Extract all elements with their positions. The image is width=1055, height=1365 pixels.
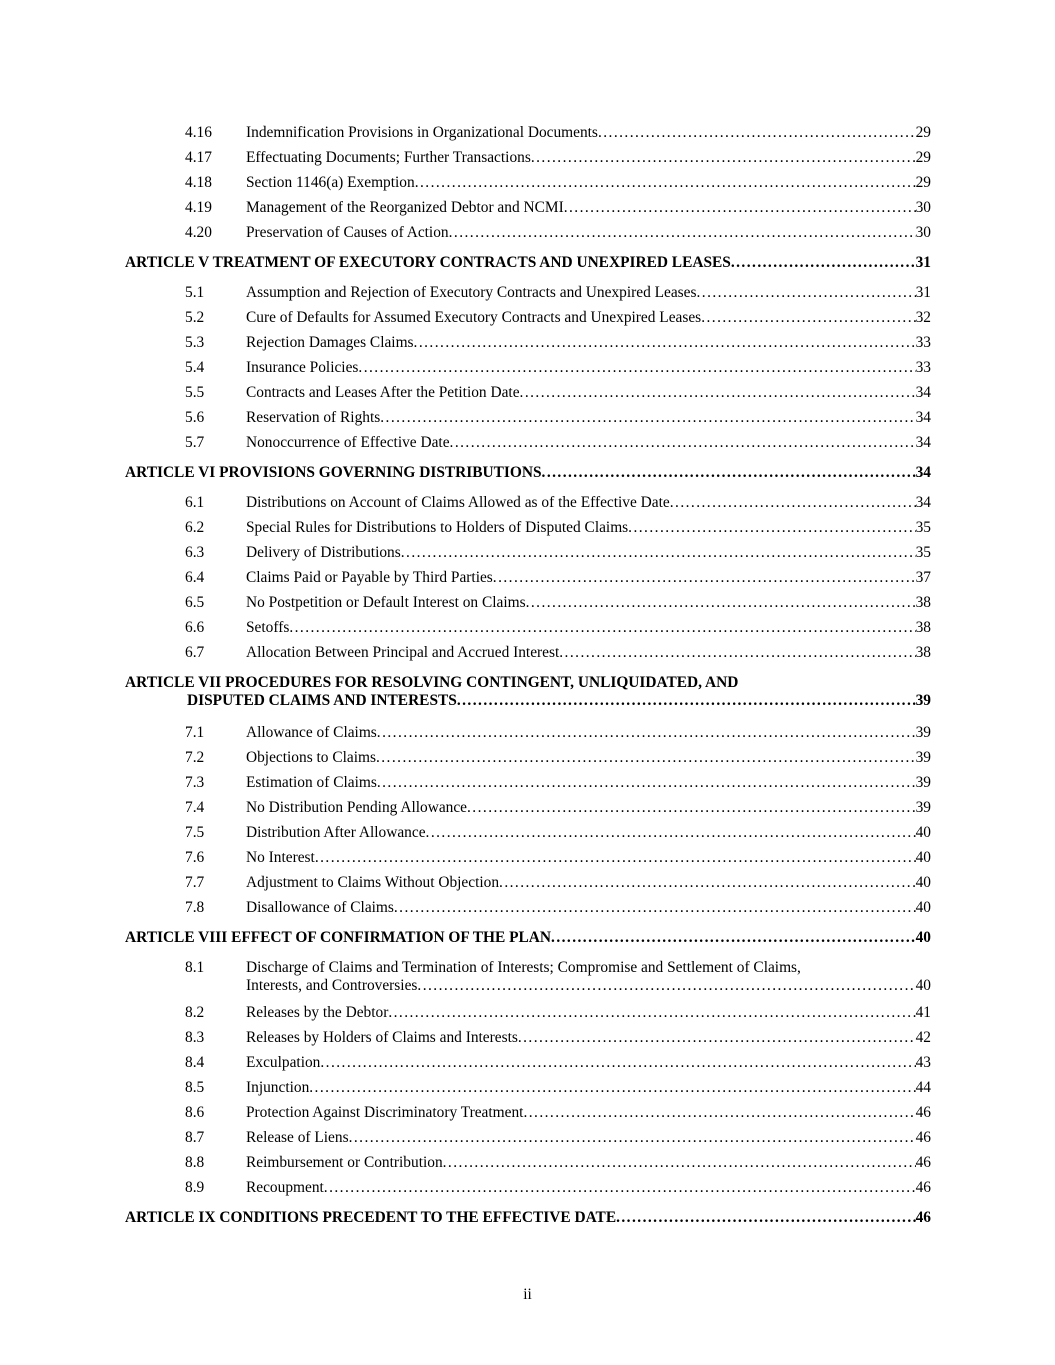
section-title: Recoupment — [246, 1179, 324, 1196]
dot-leader — [493, 569, 916, 587]
page-number: 34 — [915, 494, 931, 511]
section-title-line — [246, 174, 931, 192]
page-number: 42 — [915, 1029, 931, 1046]
article-heading — [125, 929, 931, 947]
dot-leader — [559, 644, 915, 662]
page-number: 39 — [915, 774, 931, 791]
article-title: ARTICLE IX CONDITIONS PRECEDENT TO THE EFFECTIVE DATE — [125, 1209, 617, 1226]
dot-leader — [377, 724, 916, 742]
dot-leader — [324, 1179, 916, 1197]
section-title: Release of Liens — [246, 1129, 349, 1146]
dot-leader — [542, 464, 916, 482]
dot-leader — [449, 224, 916, 242]
section-title-line — [246, 309, 931, 327]
section-title-line — [246, 874, 931, 892]
section-number: 6.2 — [185, 519, 205, 536]
section-title-line — [246, 644, 931, 662]
dot-leader — [701, 309, 915, 327]
page-number: 40 — [915, 824, 931, 841]
page-number: 41 — [915, 1004, 931, 1021]
section-title: Setoffs — [246, 619, 290, 636]
section-title-line — [246, 1079, 931, 1097]
section-number: 8.5 — [185, 1079, 205, 1096]
dot-leader — [670, 494, 916, 512]
article-heading — [125, 1209, 931, 1227]
section-number: 4.18 — [185, 174, 212, 191]
dot-leader — [415, 174, 916, 192]
section-title: Insurance Policies — [246, 359, 359, 376]
page-number: 39 — [915, 749, 931, 766]
section-title: Releases by Holders of Claims and Interests — [246, 1029, 518, 1046]
section-title: Delivery of Distributions — [246, 544, 401, 561]
section-title-line — [246, 749, 931, 767]
section-title-line — [246, 724, 931, 742]
section-title: Contracts and Leases After the Petition Date — [246, 384, 520, 401]
dot-leader — [320, 1054, 915, 1072]
dot-leader — [394, 899, 916, 917]
section-title-line — [246, 569, 931, 587]
section-title-line — [246, 1104, 931, 1122]
section-number: 7.2 — [185, 749, 205, 766]
section-title-line — [246, 199, 931, 217]
section-title: Injunction — [246, 1079, 310, 1096]
dot-leader — [309, 1079, 915, 1097]
section-number: 6.4 — [185, 569, 205, 586]
article-title: ARTICLE VI PROVISIONS GOVERNING DISTRIBUTIONS — [125, 464, 542, 481]
page-number: 38 — [915, 644, 931, 661]
dot-leader — [520, 384, 916, 402]
section-title: No Postpetition or Default Interest on Claims — [246, 594, 526, 611]
section-title-line — [246, 284, 931, 302]
dot-leader — [551, 929, 916, 947]
section-number: 5.3 — [185, 334, 205, 351]
section-title-line — [246, 149, 931, 167]
section-number: 7.6 — [185, 849, 205, 866]
section-title-line — [246, 1129, 931, 1147]
section-number: 5.4 — [185, 359, 205, 376]
section-title: Special Rules for Distributions to Holders of Disputed Claims — [246, 519, 629, 536]
section-title: Claims Paid or Payable by Third Parties — [246, 569, 493, 586]
page-number: 44 — [915, 1079, 931, 1096]
section-number: 8.2 — [185, 1004, 205, 1021]
dot-leader — [315, 849, 916, 867]
section-number: 4.16 — [185, 124, 212, 141]
section-number: 8.3 — [185, 1029, 205, 1046]
page-number: 29 — [915, 149, 931, 166]
dot-leader — [526, 594, 916, 612]
section-title-continued — [246, 977, 931, 995]
article-title: ARTICLE VIII EFFECT OF CONFIRMATION OF THE PLAN — [125, 929, 552, 946]
section-title-line — [246, 409, 931, 427]
page-number: 30 — [915, 199, 931, 216]
section-number: 5.7 — [185, 434, 205, 451]
section-title: Distribution After Allowance — [246, 824, 426, 841]
section-title: Preservation of Causes of Action — [246, 224, 449, 241]
dot-leader — [531, 149, 916, 167]
section-title: Estimation of Claims — [246, 774, 377, 791]
dot-leader — [628, 519, 915, 537]
section-title-line — [246, 799, 931, 817]
section-title-block — [246, 959, 931, 995]
section-number: 7.5 — [185, 824, 205, 841]
page-number: 34 — [915, 464, 931, 481]
section-title: Assumption and Rejection of Executory Contracts and Unexpired Leases — [246, 284, 697, 301]
section-title-line — [246, 434, 931, 452]
section-number: 4.19 — [185, 199, 212, 216]
section-number: 7.7 — [185, 874, 205, 891]
section-title: Management of the Reorganized Debtor and NCMI — [246, 199, 564, 216]
page-number: 34 — [915, 434, 931, 451]
dot-leader — [518, 1029, 916, 1047]
section-number: 7.3 — [185, 774, 205, 791]
section-title: Allocation Between Principal and Accrued Interest — [246, 644, 560, 661]
section-title-line — [246, 1054, 931, 1072]
article-title: DISPUTED CLAIMS AND INTERESTS — [187, 692, 457, 709]
page-number: 40 — [915, 977, 931, 994]
dot-leader — [450, 434, 916, 452]
section-title: Exculpation — [246, 1054, 321, 1071]
article-title-line — [125, 254, 931, 272]
page-number: 35 — [915, 544, 931, 561]
section-number: 5.5 — [185, 384, 205, 401]
page-number: 39 — [915, 724, 931, 741]
page-number: 46 — [915, 1129, 931, 1146]
dot-leader — [467, 799, 916, 817]
dot-leader — [349, 1129, 916, 1147]
section-title: Objections to Claims — [246, 749, 376, 766]
section-number: 8.7 — [185, 1129, 205, 1146]
dot-leader — [457, 692, 916, 710]
page-number: 46 — [915, 1154, 931, 1171]
section-title: Discharge of Claims and Termination of Interests; Compromise and Settlement of Claims, — [246, 959, 801, 976]
page-number: 31 — [915, 254, 931, 271]
page-number: 40 — [915, 929, 931, 946]
article-title-line — [125, 692, 931, 710]
page-number: 39 — [915, 692, 931, 709]
section-number: 7.1 — [185, 724, 205, 741]
section-title: Indemnification Provisions in Organizational Documents — [246, 124, 598, 141]
section-number: 8.4 — [185, 1054, 205, 1071]
page-number: 40 — [915, 849, 931, 866]
page-number: 38 — [915, 594, 931, 611]
page-number: 46 — [915, 1179, 931, 1196]
dot-leader — [380, 409, 915, 427]
section-number: 6.5 — [185, 594, 205, 611]
section-title: No Interest — [246, 849, 315, 866]
section-number: 8.6 — [185, 1104, 205, 1121]
page-number: 40 — [915, 874, 931, 891]
dot-leader — [388, 1004, 915, 1022]
section-title-line — [246, 619, 931, 637]
article-title-line — [125, 1209, 931, 1227]
section-title-line — [246, 849, 931, 867]
section-title: Disallowance of Claims — [246, 899, 394, 916]
section-title-line — [246, 1154, 931, 1172]
dot-leader — [523, 1104, 915, 1122]
section-title-line2: Interests, and Controversies — [246, 977, 418, 994]
dot-leader — [564, 199, 916, 217]
dot-leader — [417, 977, 915, 995]
section-number: 8.9 — [185, 1179, 205, 1196]
page-number: 31 — [915, 284, 931, 301]
dot-leader — [616, 1209, 916, 1227]
page-number: 29 — [915, 124, 931, 141]
article-title: ARTICLE V TREATMENT OF EXECUTORY CONTRACTS AND UNEXPIRED LEASES — [125, 254, 731, 271]
section-title-line — [246, 544, 931, 562]
dot-leader — [426, 824, 916, 842]
section-title-line — [246, 224, 931, 242]
section-number: 5.6 — [185, 409, 205, 426]
section-title-line — [246, 1029, 931, 1047]
section-title-line — [246, 1004, 931, 1022]
page-number: 35 — [915, 519, 931, 536]
dot-leader — [376, 749, 916, 767]
dot-leader — [401, 544, 916, 562]
section-number: 5.2 — [185, 309, 205, 326]
section-title: Nonoccurrence of Effective Date — [246, 434, 450, 451]
section-number: 7.4 — [185, 799, 205, 816]
section-title: Protection Against Discriminatory Treatment — [246, 1104, 524, 1121]
article-title-line: ARTICLE VII PROCEDURES FOR RESOLVING CONTINGENT, UNLIQUIDATED, AND — [125, 674, 739, 691]
dot-leader — [289, 619, 915, 637]
section-title: Reservation of Rights — [246, 409, 381, 426]
section-number: 7.8 — [185, 899, 205, 916]
section-title-line — [246, 494, 931, 512]
page-number: 33 — [915, 334, 931, 351]
page-number: 34 — [915, 384, 931, 401]
section-title-line — [246, 334, 931, 352]
section-title: Effectuating Documents; Further Transactions — [246, 149, 531, 166]
dot-leader — [696, 284, 915, 302]
section-number: 8.8 — [185, 1154, 205, 1171]
article-heading — [125, 254, 931, 272]
article-title-line — [125, 464, 931, 482]
page-number: 29 — [915, 174, 931, 191]
section-number: 6.3 — [185, 544, 205, 561]
dot-leader — [731, 254, 916, 272]
section-title: Releases by the Debtor — [246, 1004, 389, 1021]
article-heading — [125, 464, 931, 482]
section-title: Cure of Defaults for Assumed Executory Contracts and Unexpired Leases — [246, 309, 702, 326]
page-number: 38 — [915, 619, 931, 636]
dot-leader — [377, 774, 916, 792]
section-number: 6.6 — [185, 619, 205, 636]
section-title-line — [246, 824, 931, 842]
section-title-line — [246, 774, 931, 792]
section-number: 4.20 — [185, 224, 212, 241]
dot-leader — [598, 124, 916, 142]
section-title-line — [246, 124, 931, 142]
dot-leader — [499, 874, 916, 892]
section-title-line — [246, 1179, 931, 1197]
page-number: 40 — [915, 899, 931, 916]
section-title: Reimbursement or Contribution — [246, 1154, 443, 1171]
section-title: Adjustment to Claims Without Objection — [246, 874, 500, 891]
article-heading — [125, 674, 931, 710]
page-number-footer: ii — [523, 1286, 532, 1303]
section-title: Section 1146(a) Exemption — [246, 174, 415, 191]
page-number: 46 — [915, 1104, 931, 1121]
page-number: 37 — [915, 569, 931, 586]
section-title: Distributions on Account of Claims Allowed as of the Effective Date — [246, 494, 670, 511]
section-title-line — [246, 594, 931, 612]
section-title-line — [246, 359, 931, 377]
dot-leader — [358, 359, 915, 377]
dot-leader — [443, 1154, 916, 1172]
section-title: Allowance of Claims — [246, 724, 377, 741]
section-number: 5.1 — [185, 284, 205, 301]
section-title: Rejection Damages Claims — [246, 334, 414, 351]
section-title-line — [246, 899, 931, 917]
section-title: No Distribution Pending Allowance — [246, 799, 468, 816]
page-number: 32 — [915, 309, 931, 326]
section-title-line — [246, 519, 931, 537]
section-number: 6.7 — [185, 644, 205, 661]
section-number: 8.1 — [185, 959, 205, 976]
section-number: 6.1 — [185, 494, 205, 511]
article-title-line — [125, 929, 931, 947]
section-number: 4.17 — [185, 149, 212, 166]
dot-leader — [414, 334, 916, 352]
page-number: 34 — [915, 409, 931, 426]
page-number: 46 — [915, 1209, 931, 1226]
section-title-line — [246, 384, 931, 402]
page-number: 33 — [915, 359, 931, 376]
page-number: 30 — [915, 224, 931, 241]
page-number: 39 — [915, 799, 931, 816]
page-number: 43 — [915, 1054, 931, 1071]
